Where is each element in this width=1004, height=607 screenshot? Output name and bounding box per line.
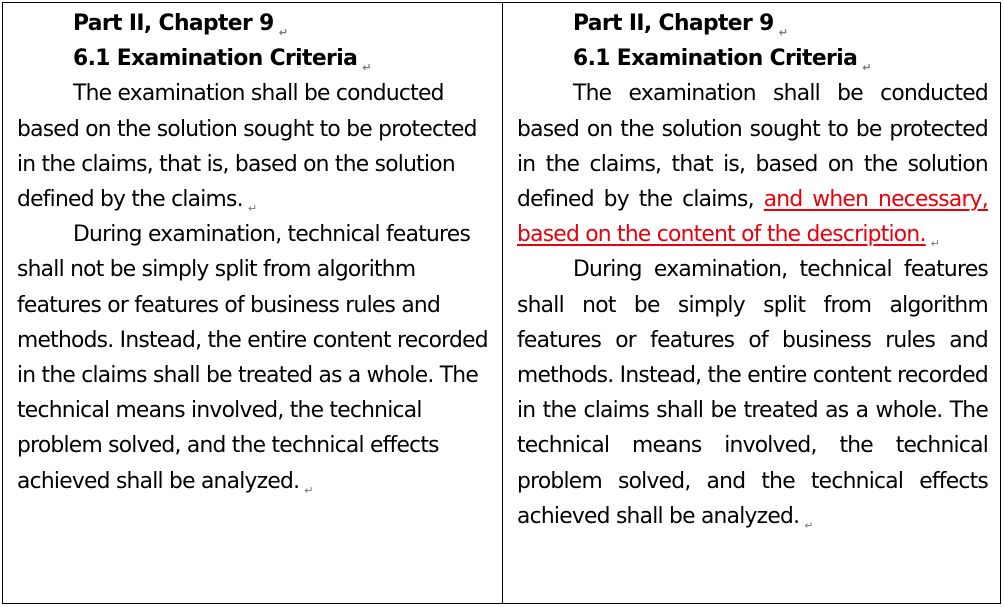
paragraph-text: During examination, technical features shall not be simply split from algorithm features or features of business rules and methods. Instead, the entire content recorded in the claims shall be treated as a whole. The technical means involved, the technical problem solved, and the technical effects achieved shall be analyzed. bbox=[17, 222, 488, 494]
technical-features-paragraph bbox=[17, 217, 490, 499]
technical-features-paragraph bbox=[517, 252, 988, 534]
paragraph-text: During examination, technical features shall not be simply split from algorithm features or features of business rules and methods. Instead, the entire content recorded in the claims shall be treated as a whole. The technical means involved, the technical problem solved, and the technical effects achieved shall be analyzed. bbox=[517, 257, 988, 529]
comparison-row bbox=[3, 3, 1001, 604]
amended-text-column bbox=[503, 3, 1001, 604]
chapter-heading-text: Part II, Chapter 9 bbox=[73, 11, 274, 36]
paragraph-mark-icon: ↵ bbox=[362, 61, 372, 75]
paragraph-mark-icon: ↵ bbox=[247, 202, 258, 216]
chapter-heading-text: Part II, Chapter 9 bbox=[573, 11, 774, 36]
paragraph-mark-icon: ↵ bbox=[862, 61, 872, 75]
paragraph-mark-icon: ↵ bbox=[930, 237, 940, 251]
chapter-heading bbox=[517, 6, 988, 41]
examination-basis-paragraph bbox=[17, 76, 490, 217]
amendment-text: and when necessary, based on the content of the description. bbox=[517, 187, 988, 248]
section-heading bbox=[517, 41, 988, 76]
section-heading-text: 6.1 Examination Criteria bbox=[73, 46, 358, 72]
paragraph-text: The examination shall be conducted based on the solution sought to be protected in the claims, that is, based on the solution defined by the claims, bbox=[517, 81, 988, 213]
paragraph-mark-icon: ↵ bbox=[304, 483, 314, 497]
paragraph-text: The examination shall be conducted based on the solution sought to be protected in the claims, that is, based on the solution defined by the claims. bbox=[17, 81, 477, 213]
comparison-table bbox=[2, 2, 1001, 604]
section-heading-text: 6.1 Examination Criteria bbox=[573, 46, 858, 72]
examination-basis-paragraph bbox=[517, 76, 988, 252]
chapter-heading bbox=[17, 6, 490, 41]
paragraph-mark-icon: ↵ bbox=[778, 26, 788, 39]
original-text-column bbox=[3, 3, 503, 604]
paragraph-mark-icon: ↵ bbox=[278, 26, 288, 39]
paragraph-mark-icon: ↵ bbox=[804, 518, 814, 532]
section-heading bbox=[17, 41, 490, 76]
